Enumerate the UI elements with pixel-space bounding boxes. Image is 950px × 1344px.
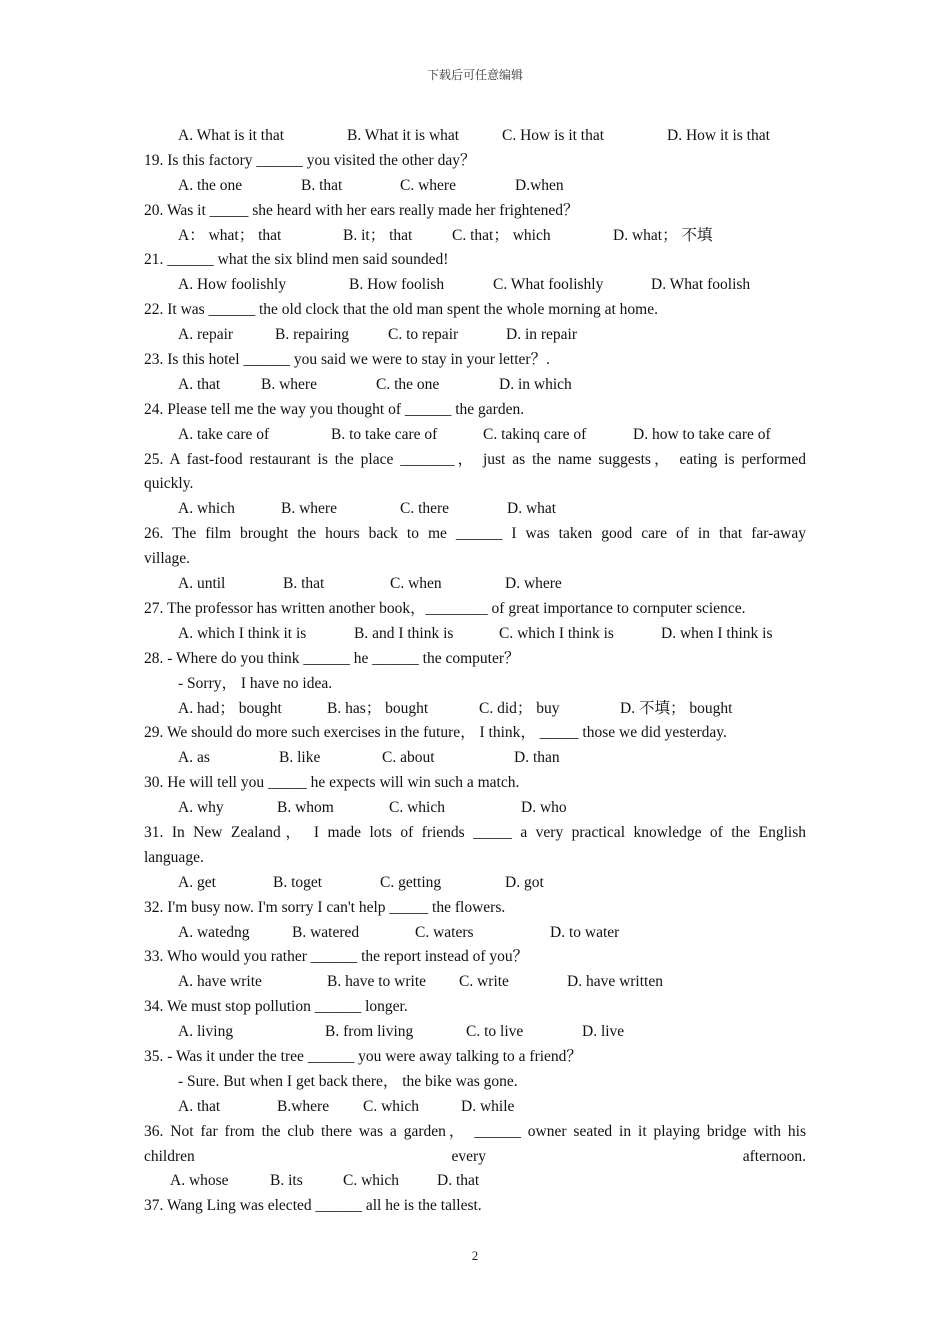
- option-d: D. got: [505, 873, 544, 891]
- question-text: 36. Not far from the club there was a garden， ______ owner seated in it playing bridge with his: [144, 1122, 806, 1140]
- option-b: B. to take care of: [331, 425, 438, 443]
- option-a: A. that: [178, 1097, 221, 1115]
- options-row: [144, 124, 806, 149]
- question-28: 28. - Where do you think ______ he ______ the computer？: [144, 649, 520, 667]
- question-19: 19. Is this factory ______ you visited the other day？: [144, 151, 476, 169]
- option-b: B. has； bought: [327, 699, 429, 717]
- option-b: B. from living: [325, 1023, 414, 1041]
- question-29: 29. We should do more such exercises in the future， I think， _____ those we did yesterday.: [144, 724, 727, 742]
- option-b: B. where: [261, 375, 317, 393]
- question-35: 35. - Was it under the tree ______ you were away talking to a friend？: [144, 1048, 582, 1065]
- option-c: C. the one: [376, 375, 440, 393]
- option-d: D. What foolish: [651, 276, 751, 294]
- option-c: C. did； buy: [479, 699, 560, 717]
- question-text-continued: language.: [144, 848, 204, 866]
- question-33: 33. Who would you rather ______ the report instead of you？: [144, 948, 529, 966]
- option-c: C. when: [390, 575, 442, 593]
- option-d: D. than: [514, 749, 560, 767]
- options-row: [144, 1020, 806, 1045]
- page-number: 2: [471, 1248, 479, 1263]
- option-c: C. there: [400, 500, 450, 518]
- option-a: A： what； that: [178, 226, 282, 244]
- option-d: D. who: [521, 799, 567, 817]
- options-row: [144, 622, 806, 647]
- option-b: B. where: [281, 500, 337, 518]
- options-row: [144, 572, 806, 597]
- option-a: A. living: [178, 1023, 234, 1041]
- reply-text: - Sorry， I have no idea.: [178, 674, 333, 692]
- question-24: 24. Please tell me the way you thought of ______ the garden.: [144, 400, 525, 418]
- question-31: [144, 821, 806, 871]
- option-a: A. which I think it is: [178, 624, 307, 642]
- options-row: [144, 273, 806, 298]
- question-23: 23. Is this hotel ______ you said we were to stay in your letter？.: [144, 351, 550, 369]
- option-c: C. that； which: [452, 226, 551, 244]
- option-a: A. take care of: [178, 425, 270, 443]
- question-list: [144, 124, 806, 1219]
- option-b: B. that: [301, 176, 343, 194]
- options-row: [144, 323, 806, 348]
- option-b: B. have to write: [327, 973, 427, 991]
- option-b: B. whom: [277, 799, 334, 817]
- question-30: 30. He will tell you _____ he expects will win such a match.: [144, 774, 520, 792]
- dialogue-reply: [144, 1070, 806, 1095]
- question-22: 22. It was ______ the old clock that the old man spent the whole morning at home.: [144, 301, 658, 319]
- option-a: A. why: [178, 799, 224, 817]
- option-a: A. which: [178, 500, 235, 518]
- option-b: B. like: [279, 749, 321, 767]
- page-header: 下载后可任意编辑: [426, 68, 523, 82]
- option-d: D. How it is that: [667, 127, 770, 144]
- question-text: 25. A fast-food restaurant is the place _______， just as the name suggests， eating is performed: [144, 450, 806, 468]
- option-a: A. as: [178, 749, 210, 767]
- option-a: A. that: [178, 375, 221, 393]
- question-text: 26. The film brought the hours back to me ______ I was taken good care of in that far-away: [144, 525, 806, 543]
- option-c: C. getting: [380, 873, 442, 891]
- option-d: D. how to take care of: [633, 425, 771, 443]
- options-row: [144, 970, 806, 995]
- option-c: C. waters: [415, 923, 474, 941]
- option-b: B. repairing: [275, 326, 350, 344]
- question-text: 31. In New Zealand， I made lots of friends _____ a very practical knowledge of the English: [144, 823, 806, 841]
- option-c: C. to live: [466, 1023, 524, 1041]
- option-c: C. What foolishly: [493, 276, 604, 294]
- question-text-continued: quickly.: [144, 475, 194, 493]
- option-b: B. How foolish: [349, 276, 445, 294]
- dialogue-reply: [144, 672, 806, 697]
- options-row: [144, 497, 806, 522]
- option-c: C. How is it that: [502, 127, 605, 144]
- option-c: C. to repair: [388, 326, 459, 344]
- option-b: B. that: [283, 575, 325, 593]
- options-row: [144, 174, 806, 199]
- option-d: D. while: [461, 1097, 515, 1115]
- option-d: D. that: [437, 1172, 480, 1190]
- question-26: [144, 522, 806, 572]
- reply-text: - Sure. But when I get back there， the bike was gone.: [178, 1072, 518, 1090]
- question-text-continued: village.: [144, 550, 191, 568]
- option-a: A. had； bought: [178, 699, 282, 717]
- option-c: C. write: [459, 973, 509, 991]
- option-c: C. takinq care of: [483, 425, 587, 443]
- option-d: D. what； 不填: [613, 226, 713, 244]
- option-d: D. what: [507, 500, 557, 518]
- question-27: 27. The professor has written another book，________ of great importance to cornputer science.: [144, 599, 746, 617]
- options-row: [144, 871, 806, 896]
- options-row: [144, 1095, 806, 1120]
- option-c: C. where: [400, 176, 456, 194]
- option-b: B.where: [277, 1097, 330, 1115]
- options-row: [144, 1169, 806, 1194]
- option-d: D. 不填； bought: [620, 699, 733, 717]
- option-d: D.when: [515, 176, 564, 194]
- option-a: A. the one: [178, 176, 243, 194]
- option-b: B. its: [270, 1172, 303, 1190]
- option-b: B. it； that: [343, 226, 413, 244]
- option-d: D. where: [505, 575, 562, 593]
- question-32: 32. I'm busy now. I'm sorry I can't help _____ the flowers.: [144, 898, 506, 916]
- question-21: 21. ______ what the six blind men said sounded!: [144, 251, 449, 269]
- options-row: [144, 746, 806, 771]
- options-row: [144, 796, 806, 821]
- option-a: A. repair: [178, 326, 234, 344]
- option-d: D. live: [582, 1023, 625, 1041]
- option-c: C. which: [343, 1172, 399, 1190]
- option-b: B. watered: [292, 923, 360, 941]
- question-text-continued: children every afternoon.: [144, 1147, 806, 1165]
- option-d: D. have written: [567, 973, 663, 991]
- options-row: [144, 224, 806, 249]
- option-a: A. until: [178, 575, 226, 593]
- options-row: [144, 697, 806, 722]
- question-20: 20. Was it _____ she heard with her ears really made her frightened？: [144, 201, 579, 219]
- question-37: 37. Wang Ling was elected ______ all he is the tallest.: [144, 1197, 482, 1215]
- option-b: B. toget: [273, 873, 323, 891]
- option-a: A. get: [178, 873, 216, 891]
- options-row: [144, 373, 806, 398]
- option-c: C. which: [363, 1097, 419, 1115]
- option-a: A. whose: [170, 1172, 229, 1190]
- option-b: B. and I think is: [354, 624, 454, 642]
- option-d: D. in which: [499, 375, 572, 393]
- option-c: C. which: [389, 799, 445, 817]
- option-a: A. watedng: [178, 923, 250, 941]
- option-d: D. when I think is: [661, 624, 773, 642]
- question-34: 34. We must stop pollution ______ longer.: [144, 998, 408, 1016]
- question-25: [144, 448, 806, 498]
- option-b: B. What it is what: [347, 127, 460, 144]
- options-row: [144, 423, 806, 448]
- option-d: D. to water: [550, 923, 620, 941]
- option-c: C. about: [382, 749, 435, 767]
- option-a: A. How foolishly: [178, 276, 287, 294]
- option-d: D. in repair: [506, 326, 578, 344]
- option-a: A. What is it that: [178, 127, 285, 144]
- options-row: [144, 921, 806, 946]
- question-36: [144, 1120, 806, 1170]
- option-a: A. have write: [178, 973, 262, 991]
- option-c: C. which I think is: [499, 624, 614, 642]
